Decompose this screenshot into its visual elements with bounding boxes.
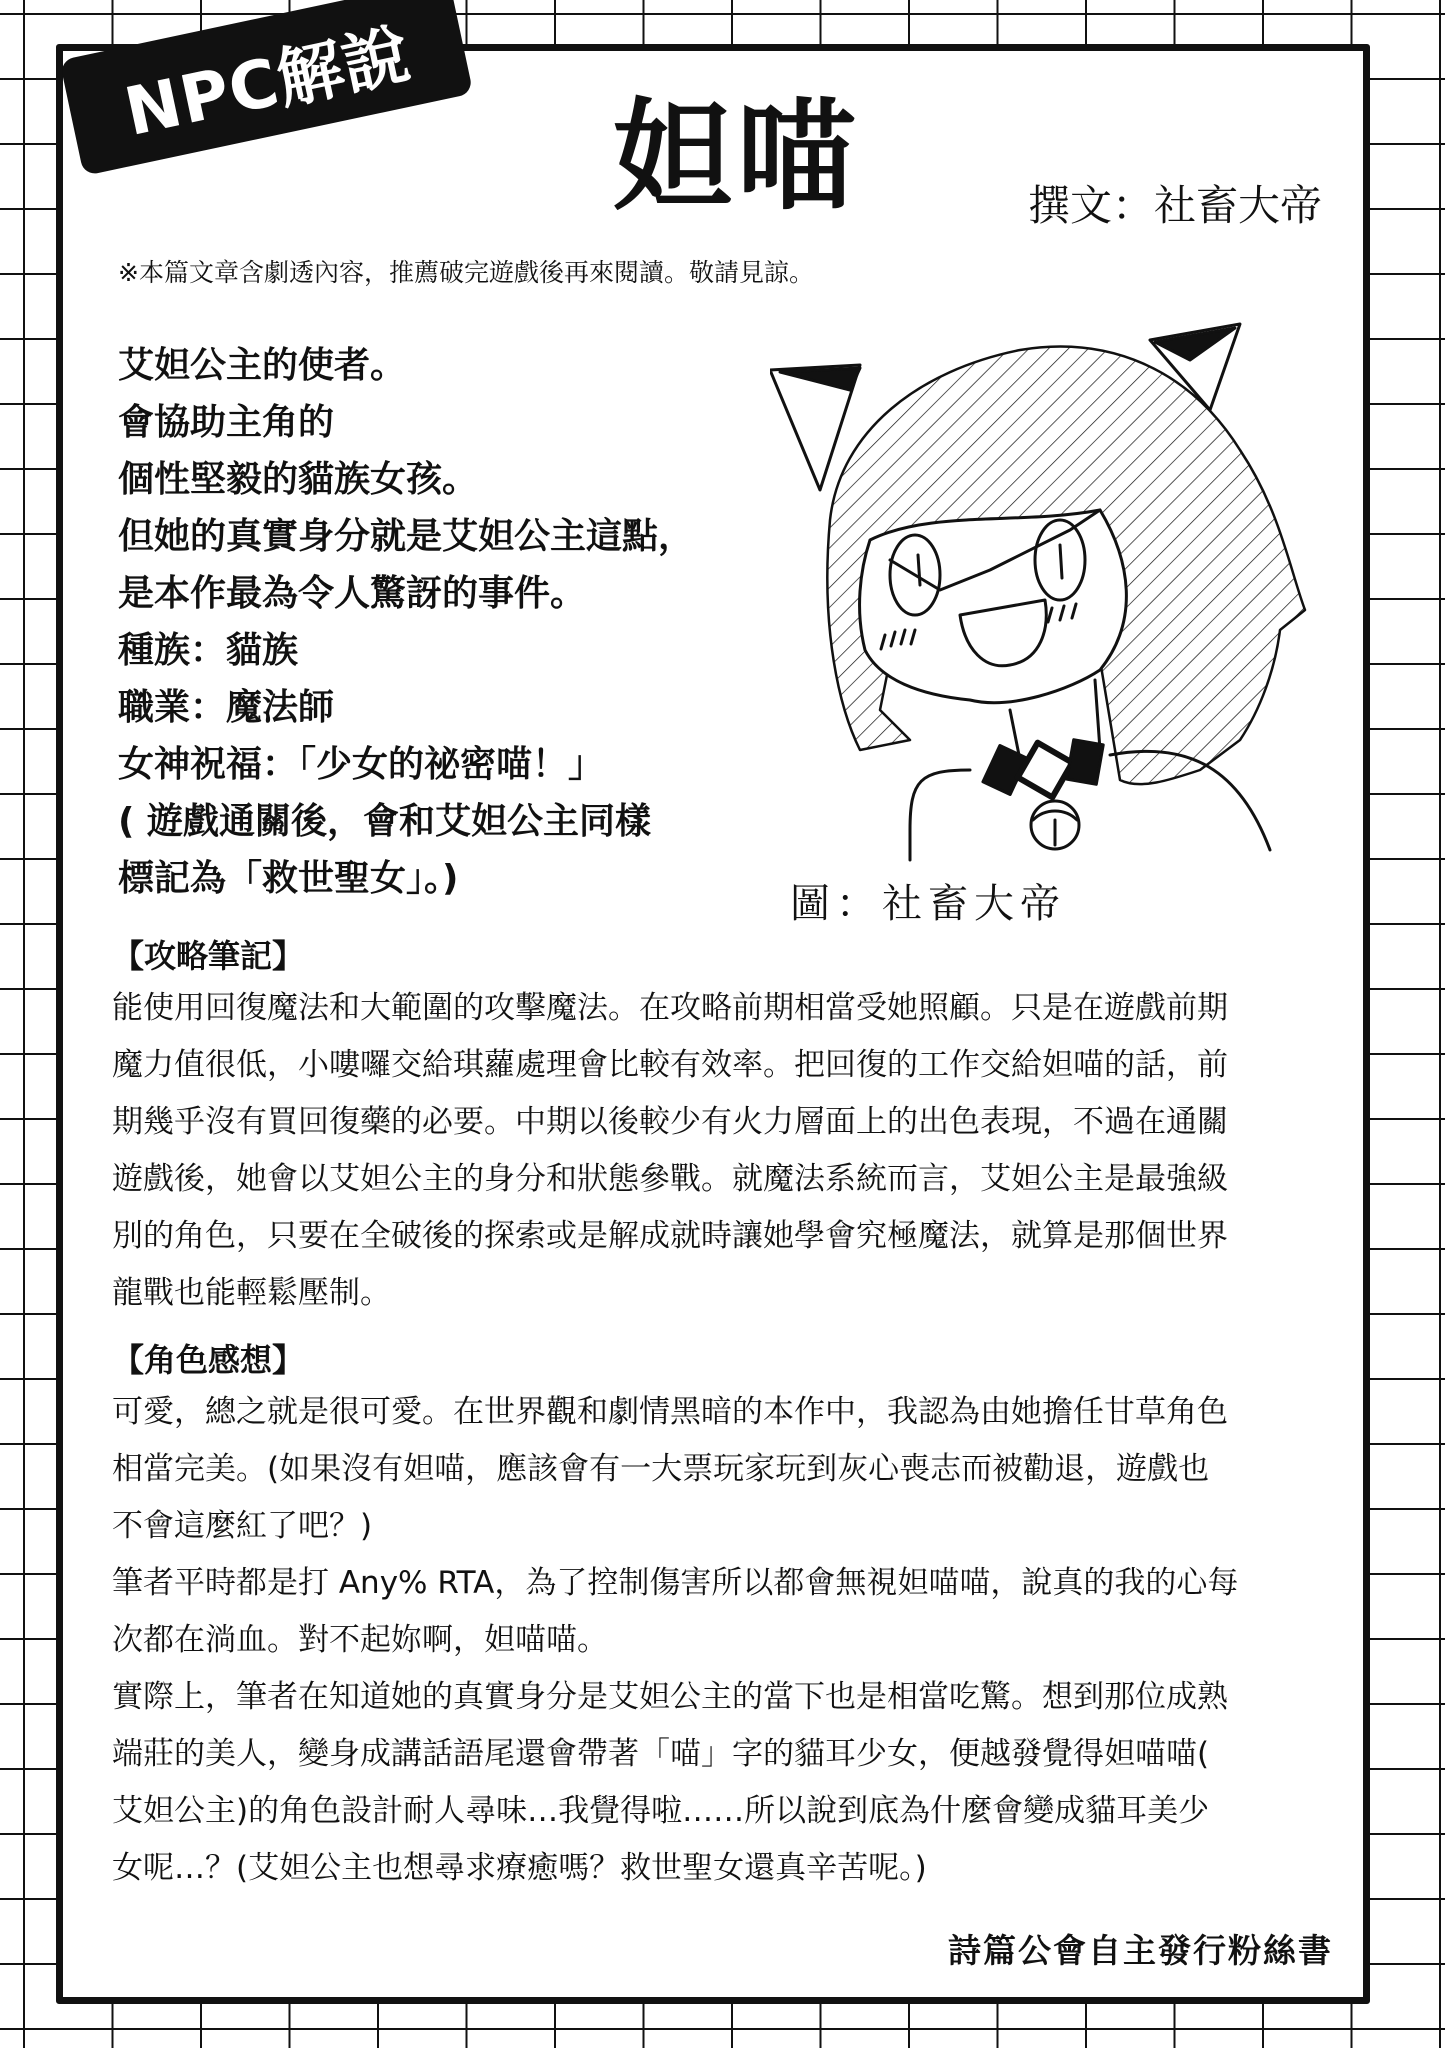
author-credit: 撰文：社畜大帝 bbox=[1028, 181, 1323, 230]
impressions-line: 實際上，筆者在知道她的真實身分是艾妲公主的當下也是相當吃驚。想到那位成熟 bbox=[112, 1679, 1228, 1715]
impressions-line: 筆者平時都是打 Any% RTA，為了控制傷害所以都會無視妲喵喵，說真的我的心每 bbox=[112, 1565, 1239, 1601]
intro-line: 女神祝福：「少女的祕密喵！」 bbox=[118, 744, 605, 785]
impressions-line: 女呢…？(艾妲公主也想尋求療癒嗎？救世聖女還真辛苦呢。) bbox=[112, 1850, 927, 1886]
intro-line: 會協助主角的 bbox=[118, 402, 335, 443]
intro-line: 是本作最為令人驚訝的事件。 bbox=[118, 573, 587, 614]
intro-line: 職業：魔法師 bbox=[118, 687, 335, 728]
strategy-heading: 【攻略筆記】 bbox=[112, 937, 305, 975]
impressions-line: 相當完美。(如果沒有妲喵，應該會有一大票玩家玩到灰心喪志而被勸退，遊戲也 bbox=[112, 1451, 1210, 1487]
spoiler-notice: ※本篇文章含劇透內容，推薦破完遊戲後再來閱讀。敬請見諒。 bbox=[118, 258, 814, 287]
strategy-line: 能使用回復魔法和大範圍的攻擊魔法。在攻略前期相當受她照顧。只是在遊戲前期 bbox=[112, 990, 1228, 1026]
strategy-line: 龍戰也能輕鬆壓制。 bbox=[112, 1275, 391, 1311]
cat-girl-illustration bbox=[770, 310, 1330, 890]
intro-line: 標記為「救世聖女」。) bbox=[118, 858, 459, 899]
intro-line: ( 遊戲通關後，會和艾妲公主同樣 bbox=[118, 801, 651, 842]
impressions-line: 次都在淌血。對不起妳啊，妲喵喵。 bbox=[112, 1622, 608, 1658]
page-title: 妲喵 bbox=[612, 88, 860, 227]
impressions-heading: 【角色感想】 bbox=[112, 1341, 305, 1379]
impressions-line: 艾妲公主)的角色設計耐人尋味…我覺得啦……所以說到底為什麼會變成貓耳美少 bbox=[112, 1793, 1210, 1829]
illustration-credit: 圖：社畜大帝 bbox=[790, 881, 1066, 927]
strategy-line: 魔力值很低，小嘍囉交給琪蘿處理會比較有效率。把回復的工作交給妲喵的話，前 bbox=[112, 1047, 1228, 1083]
publisher-credit: 詩篇公會自主發行粉絲書 bbox=[948, 1931, 1333, 1970]
intro-line: 艾妲公主的使者。 bbox=[118, 345, 407, 386]
impressions-line: 端莊的美人，變身成講話語尾還會帶著「喵」字的貓耳少女，便越發覺得妲喵喵( bbox=[112, 1736, 1210, 1772]
npc-badge-label: NPC解說 bbox=[118, 15, 417, 151]
strategy-line: 遊戲後，她會以艾妲公主的身分和狀態參戰。就魔法系統而言，艾妲公主是最強級 bbox=[112, 1161, 1228, 1197]
intro-line: 種族：貓族 bbox=[118, 630, 299, 671]
impressions-line: 不會這麼紅了吧？) bbox=[112, 1508, 373, 1544]
impressions-line: 可愛，總之就是很可愛。在世界觀和劇情黑暗的本作中，我認為由她擔任甘草角色 bbox=[112, 1394, 1228, 1430]
strategy-line: 期幾乎沒有買回復藥的必要。中期以後較少有火力層面上的出色表現，不過在通關 bbox=[112, 1104, 1228, 1140]
intro-line: 個性堅毅的貓族女孩。 bbox=[118, 459, 479, 500]
character-intro bbox=[118, 337, 758, 907]
strategy-line: 別的角色，只要在全破後的探索或是解成就時讓她學會究極魔法，就算是那個世界 bbox=[112, 1218, 1228, 1254]
intro-line: 但她的真實身分就是艾妲公主這點， bbox=[118, 516, 695, 557]
impressions-section bbox=[112, 1336, 1352, 1897]
strategy-section bbox=[112, 932, 1352, 1322]
